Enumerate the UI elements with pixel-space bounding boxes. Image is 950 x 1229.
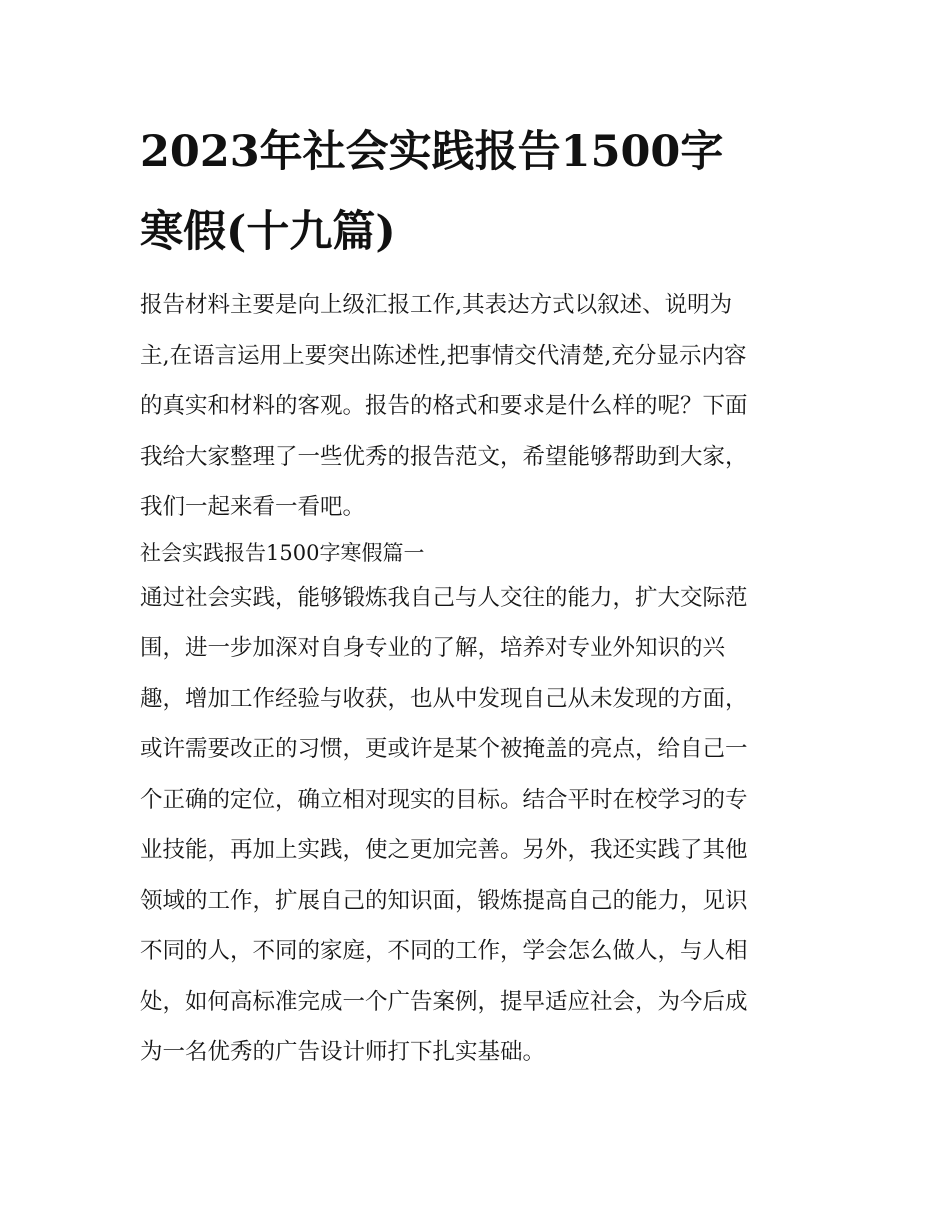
text-line: 报告材料主要是向上级汇报工作,其表达方式以叙述、说明为	[140, 292, 733, 318]
text-line: 不同的人，不同的家庭，不同的工作，学会怎么做人，与人相	[140, 938, 748, 964]
title-line: 寒假(十九篇)	[140, 207, 396, 257]
text-line: 或许需要改正的习惯，更或许是某个被掩盖的亮点，给自己一	[140, 736, 748, 762]
section-heading-text: 社会实践报告1500字寒假篇一	[140, 540, 425, 565]
text-line: 趣，增加工作经验与收获，也从中发现自己从未发现的方面，	[140, 685, 748, 712]
text-line: 领域的工作，扩展自己的知识面，锻炼提高自己的能力，见识	[140, 887, 748, 914]
text-line: 处，如何高标准完成一个广告案例，提早适应社会，为今后成	[140, 988, 748, 1015]
document-body	[140, 280, 820, 1078]
section-heading	[140, 533, 820, 573]
title-line: 2023年社会实践报告1500字	[140, 127, 724, 177]
intro-paragraph	[140, 280, 820, 533]
text-line: 围，进一步加深对自身专业的了解，培养对专业外知识的兴	[140, 635, 726, 661]
section-paragraph	[140, 573, 820, 1078]
document-title	[140, 112, 820, 272]
text-line: 主,在语言运用上要突出陈述性,把事情交代清楚,充分显示内容	[140, 342, 747, 369]
text-line: 我们一起来看一看吧。	[140, 494, 366, 520]
text-line: 的真实和材料的客观。报告的格式和要求是什么样的呢？下面	[140, 393, 748, 419]
text-line: 业技能，再加上实践，使之更加完善。另外，我还实践了其他	[140, 837, 748, 863]
text-line: 为一名优秀的广告设计师打下扎实基础。	[140, 1039, 546, 1065]
text-line: 通过社会实践，能够锻炼我自己与人交往的能力，扩大交际范	[140, 584, 748, 611]
text-line: 个正确的定位，确立相对现实的目标。结合平时在校学习的专	[140, 786, 748, 813]
text-line: 我给大家整理了一些优秀的报告范文，希望能够帮助到大家，	[140, 443, 748, 470]
